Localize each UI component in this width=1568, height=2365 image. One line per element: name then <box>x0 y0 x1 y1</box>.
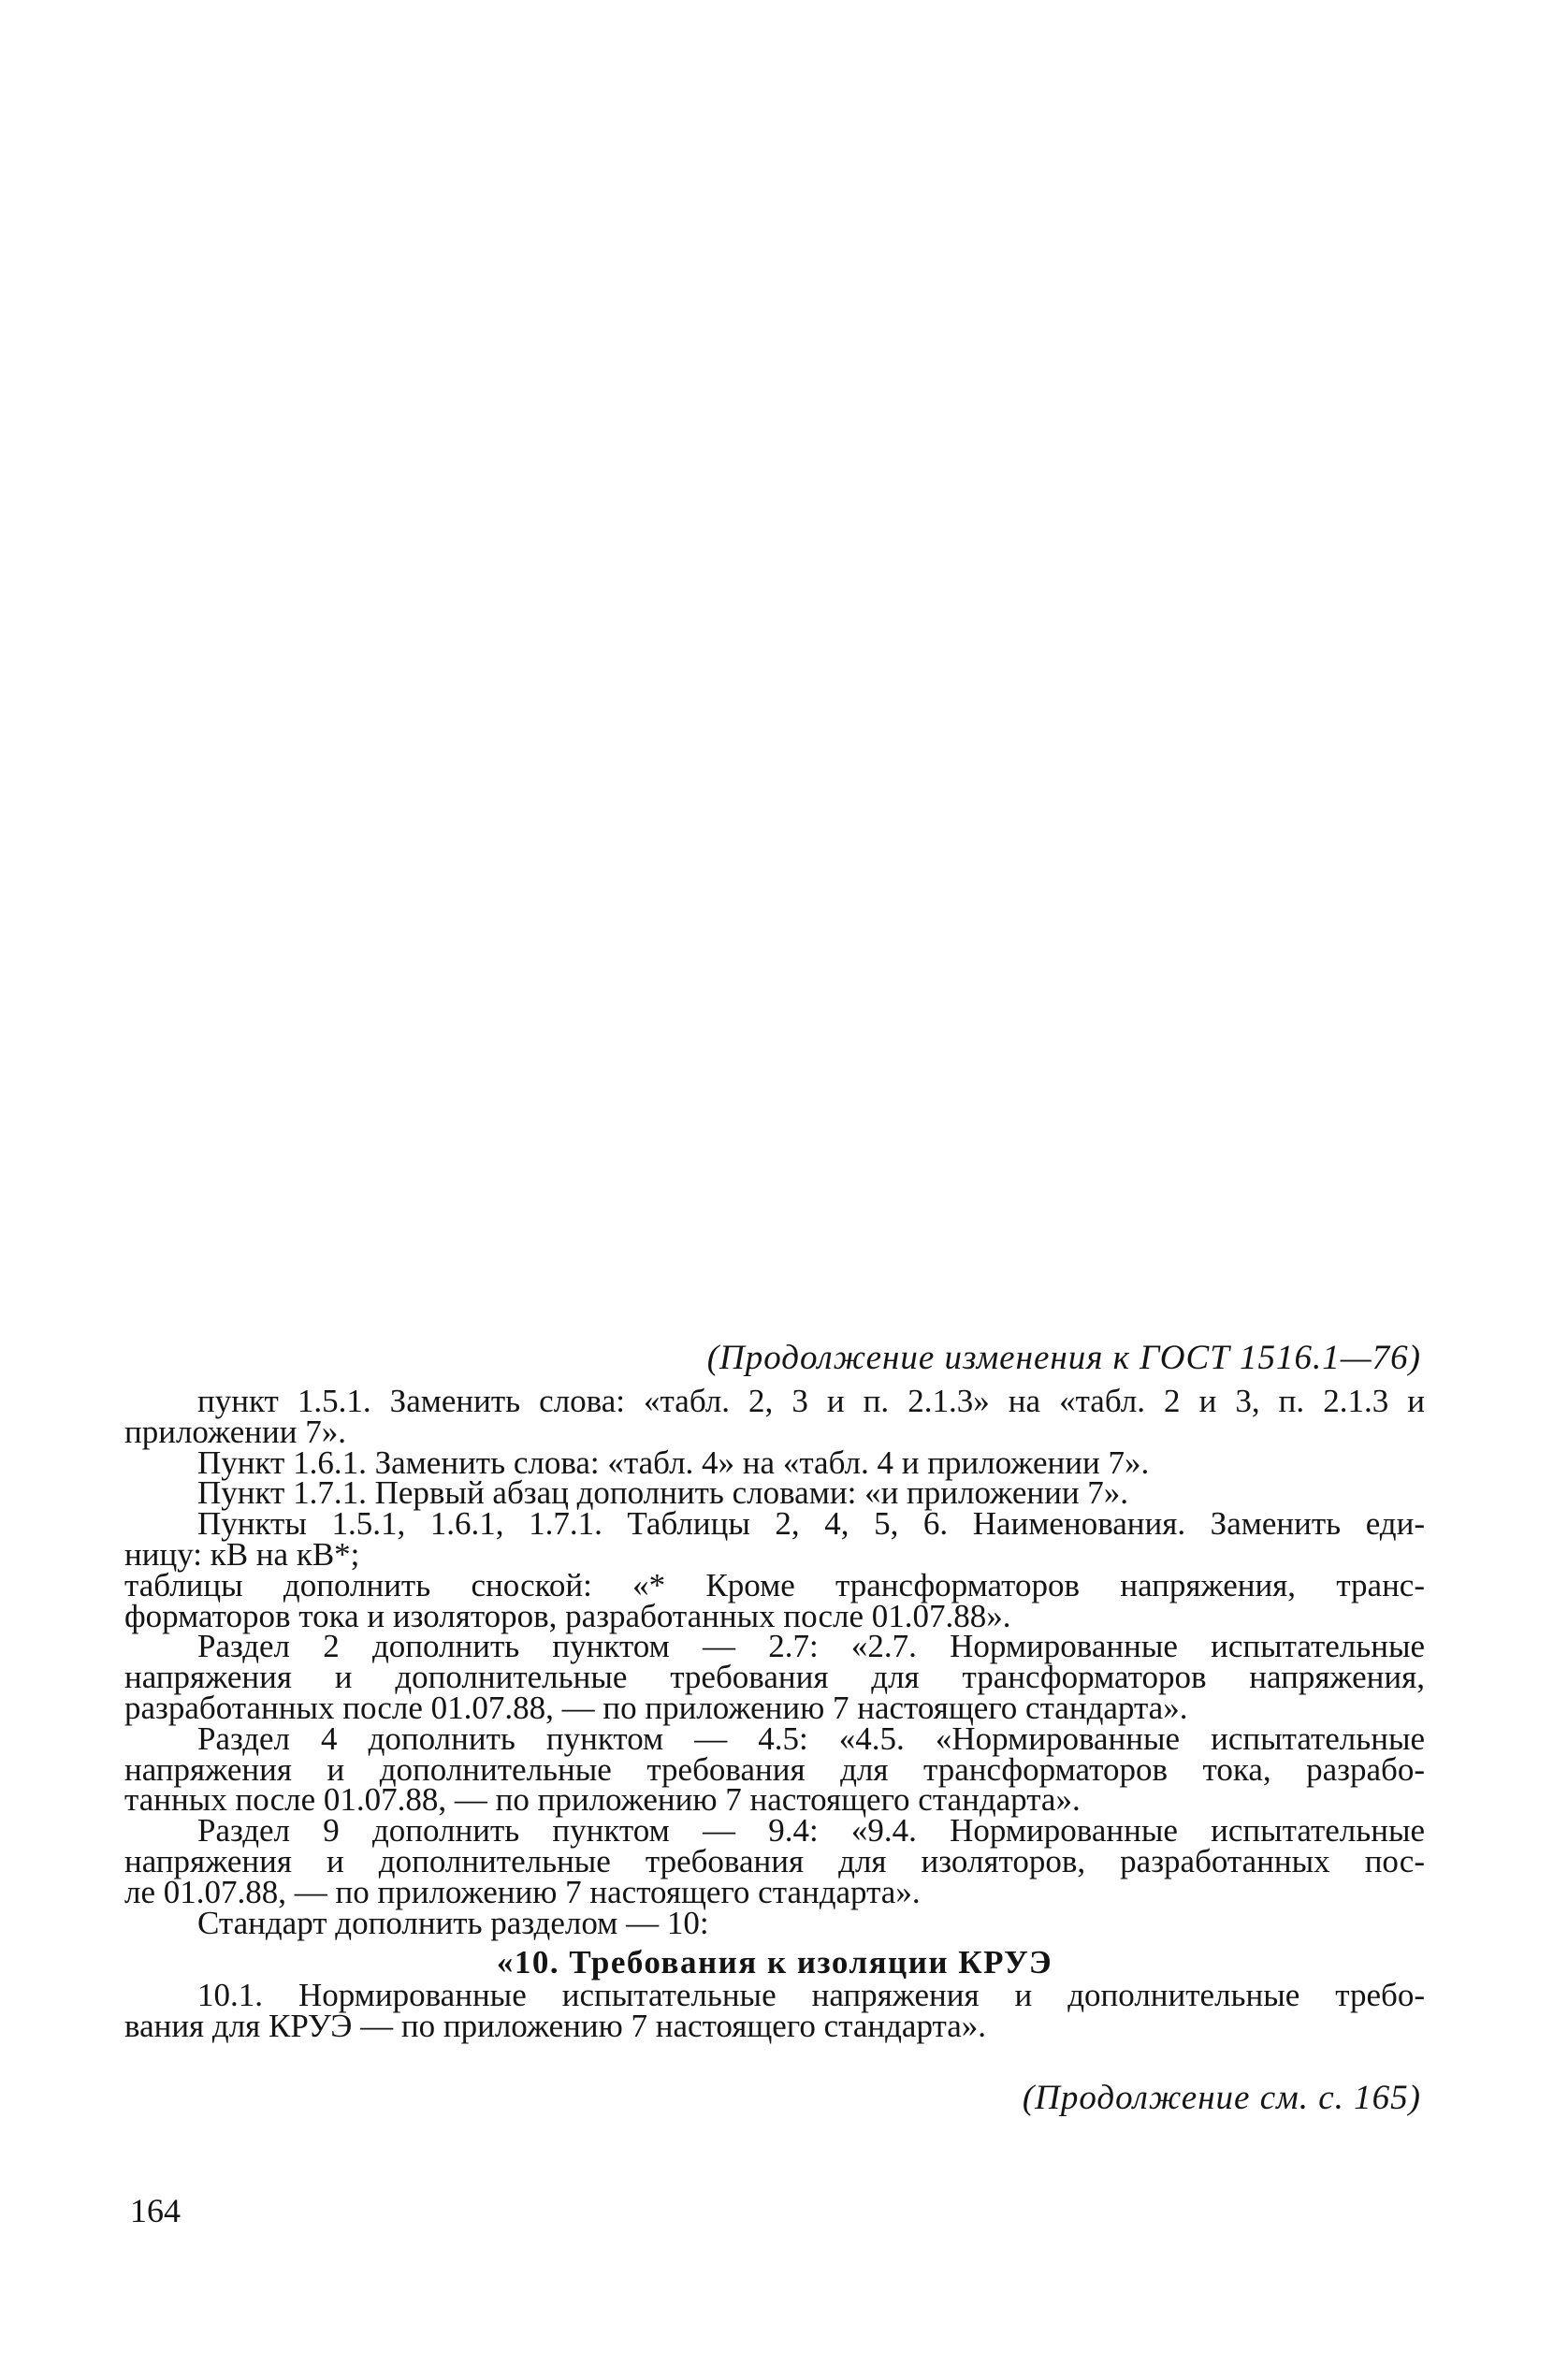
section-title: «10. Требования к изоляции КРУЭ <box>496 1944 1053 1981</box>
body-lines <box>124 1383 1425 1941</box>
text-line: ле 01.07.88, — по приложению 7 настоящего стандарта». <box>124 1873 921 1910</box>
section-body-lines <box>124 1977 1425 2044</box>
text-line: 10.1. Нормированные испытательные напряжения и дополнительные требо- <box>197 1977 1425 2014</box>
continuation-header: (Продолжение изменения к ГОСТ 1516.1—76) <box>706 1339 1421 1377</box>
text-line: Пункты 1.5.1, 1.6.1, 1.7.1. Таблицы 2, 4, 5, 6. Наименования. Заменить еди- <box>197 1505 1425 1543</box>
text-line: Раздел 2 дополнить пунктом — 2.7: «2.7. Нормированные испытательные <box>197 1628 1425 1665</box>
text-block <box>124 1340 1425 2117</box>
text-line: Пункт 1.7.1. Первый абзац дополнить словами: «и приложении 7». <box>197 1474 1129 1512</box>
text-line: таблицы дополнить сноской: «* Кроме трансформаторов напряжения, транс- <box>124 1566 1425 1603</box>
text-line: Раздел 9 дополнить пунктом — 9.4: «9.4. Нормированные испытательные <box>197 1812 1425 1850</box>
text-line: напряжения и дополнительные требования для трансформаторов напряжения, <box>124 1659 1425 1696</box>
text-line: напряжения и дополнительные требования для трансформаторов тока, разрабо- <box>124 1750 1425 1788</box>
text-line: Пункт 1.6.1. Заменить слова: «табл. 4» на «табл. 4 и приложении 7». <box>197 1444 1150 1481</box>
continuation-footer: (Продолжение см. с. 165) <box>1022 2078 1421 2117</box>
text-line: напряжения и дополнительные требования для изоляторов, разработанных пос- <box>124 1842 1425 1879</box>
text-line: танных после 01.07.88, — по приложению 7 настоящего стандарта». <box>124 1781 1081 1819</box>
text-line: ницу: кВ на кВ*; <box>124 1535 360 1573</box>
text-line: приложении 7». <box>124 1413 347 1450</box>
text-line: разработанных после 01.07.88, — по приложению 7 настоящего стандарта». <box>124 1689 1188 1726</box>
text-line: вания для КРУЭ — по приложению 7 настоящего стандарта». <box>124 2007 986 2044</box>
text-line: форматоров тока и изоляторов, разработанных после 01.07.88». <box>124 1597 1011 1634</box>
text-line: Раздел 4 дополнить пунктом — 4.5: «4.5. «Нормированные испытательные <box>197 1719 1425 1757</box>
text-line: Стандарт дополнить разделом — 10: <box>197 1904 709 1941</box>
text-line: пункт 1.5.1. Заменить слова: «табл. 2, 3 и п. 2.1.3» на «табл. 2 и 3, п. 2.1.3 и <box>197 1383 1425 1419</box>
page-number: 164 <box>130 2192 181 2229</box>
